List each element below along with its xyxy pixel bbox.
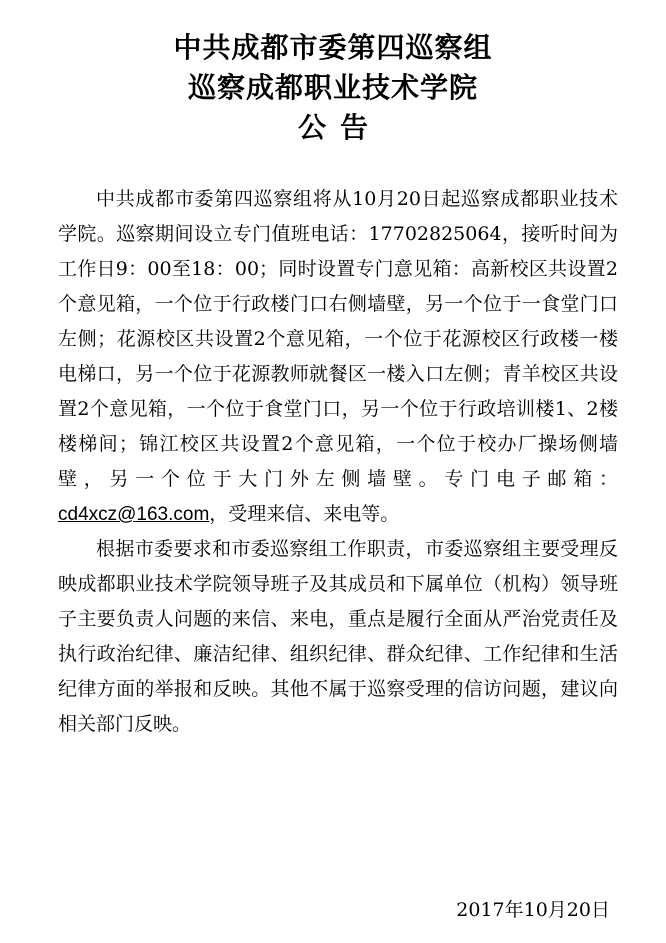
email-link[interactable]: cd4xcz@163.com <box>58 504 210 525</box>
contact-text-main: 中共成都市委第四巡察组将从10月20日起巡察成都职业技术学院。巡察期间设立专门值班电话：17702825064，接听时间为工作日9：00至18：00；同时设置专门意见箱：高新校区共设置2个意见箱，一个位于行政楼门口右侧墙壁，另一个位于一食堂门口左侧；花源校区共设置2个意见箱，一个位于花源校区行政楼一楼电梯口，另一个位于花源教师就餐区一楼入口左侧；青羊校区共设置2个意见箱，一个位于食堂门口，另一个位于行政培训楼1、2楼楼梯间；锦江校区共设置2个意见箱，一个位于校办厂操场侧墙壁，另一个位于大门外左侧墙壁。专门电子邮箱： <box>58 188 618 490</box>
title-line-target: 巡察成都职业技术学院 <box>187 71 478 104</box>
contact-text-end: ，受理来信、来电等。 <box>209 503 400 525</box>
announcement-body <box>58 182 618 742</box>
paragraph-contact-info <box>58 182 618 532</box>
announcement-date: 2017年10月20日 <box>456 899 610 921</box>
title-line-notice: 公告 <box>297 111 382 144</box>
announcement-title <box>0 28 666 148</box>
title-line-organization: 中共成都市委第四巡察组 <box>173 31 493 64</box>
paragraph-scope: 根据市委要求和市委巡察组工作职责，市委巡察组主要受理反映成都职业技术学院领导班子及其成员和下属单位（机构）领导班子主要负责人问题的来信、来电，重点是履行全面从严治党责任及执行政治纪律、廉洁纪律、组织纪律、群众纪律、工作纪律和生活纪律方面的举报和反映。其他不属于巡察受理的信访问题，建议向相关部门反映。 <box>58 538 618 735</box>
